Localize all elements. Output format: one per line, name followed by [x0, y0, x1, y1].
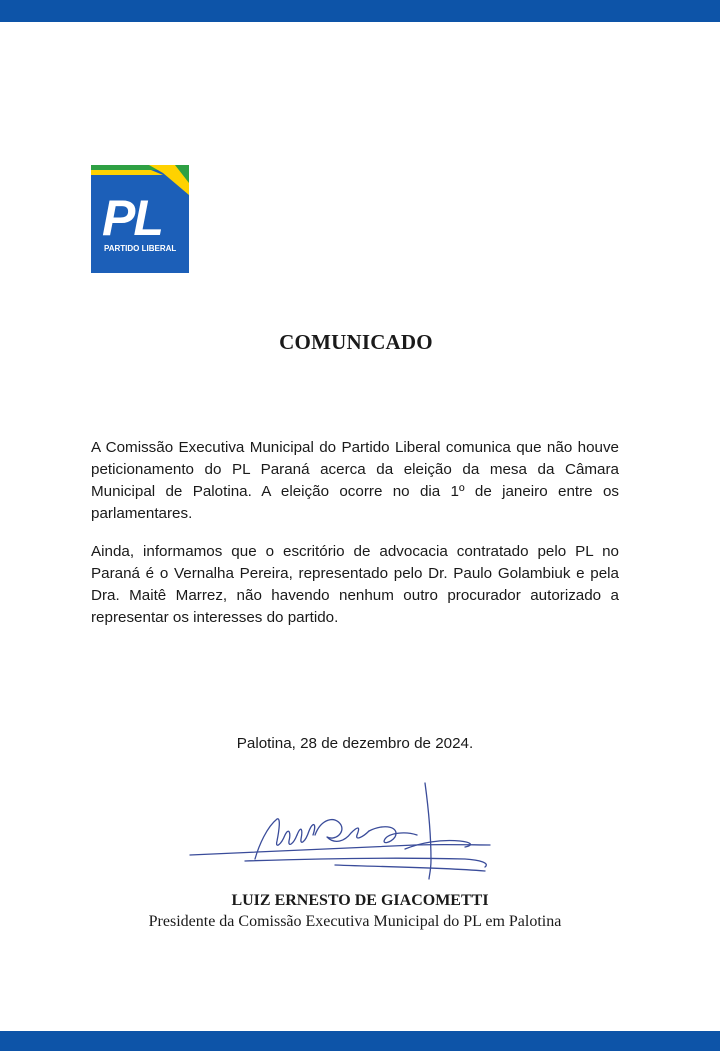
logo-party-name: PARTIDO LIBERAL	[104, 244, 177, 253]
paragraph-2: Ainda, informamos que o escritório de advocacia contratado pelo PL no Paraná é o Vernalha Pereira, representado pelo Dr. Paulo Golambiuk e pela Dra. Maitê Marrez, não havendo nenhum outro procurador autorizado a representar os interesses do partido.	[91, 543, 619, 626]
signer-name: LUIZ ERNESTO DE GIACOMETTI	[231, 892, 489, 909]
place-date: Palotina, 28 de dezembro de 2024.	[236, 735, 474, 752]
header-bar	[0, 0, 720, 22]
document-title: COMUNICADO	[279, 330, 433, 354]
partido-liberal-logo	[91, 165, 189, 273]
signer-role: Presidente da Comissão Executiva Municipal do PL em Palotina	[148, 913, 562, 930]
handwritten-signature	[185, 775, 505, 885]
footer-bar	[0, 1031, 720, 1051]
logo-initials: PL	[102, 190, 162, 246]
paragraph-1: A Comissão Executiva Municipal do Partido Liberal comunica que não houve peticionamento do PL Paraná acerca da eleição da mesa da Câmara Municipal de Palotina. A eleição ocorre no dia 1º de janeiro entre os parlamentares.	[91, 439, 619, 522]
